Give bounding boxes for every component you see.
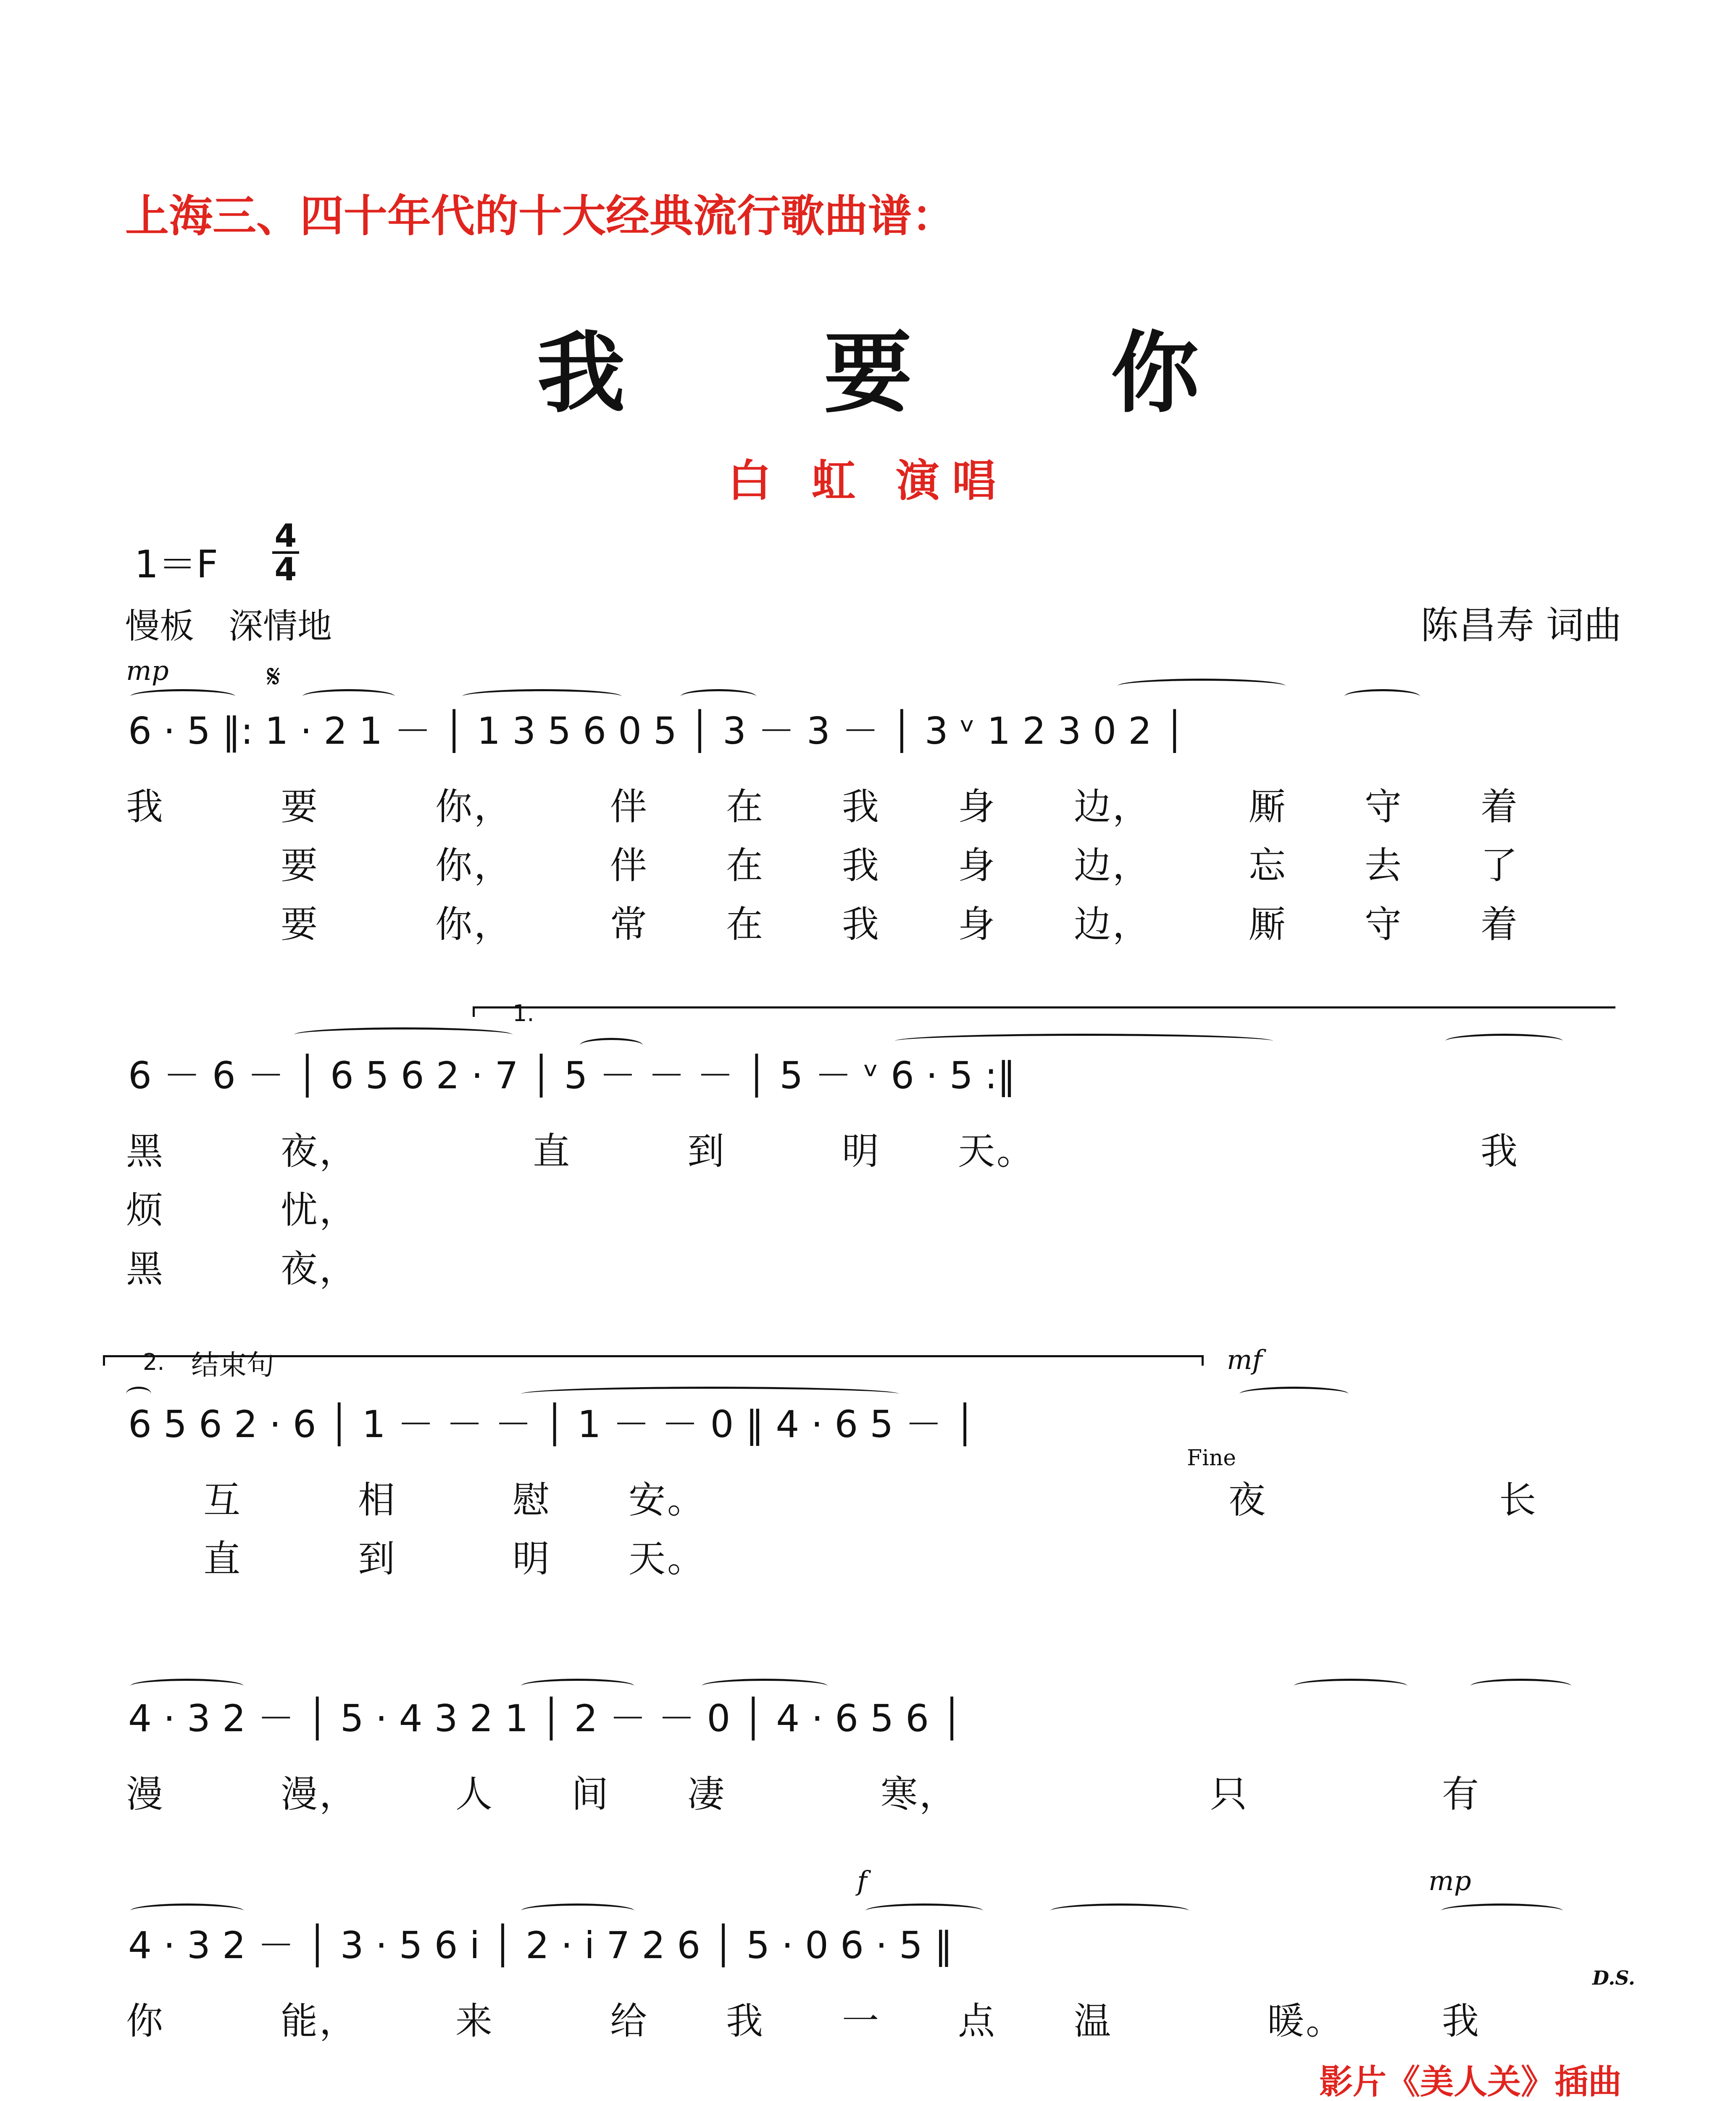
lyric-verse-2-line-3: 直 到 明 天。 xyxy=(126,1537,706,1580)
notation-line-1: 6 · 5 ‖: 1 · 2 1 － │ 1 3 5 6 0 5 │ 3 － 3 － │ 3 ᵛ 1 2 3 0 2 │ xyxy=(128,709,1186,753)
first-ending-bracket xyxy=(473,1006,1615,1017)
lyric-verse-1-line-1: 我 要 你， 伴 在 我 身 边， 厮 守 着 xyxy=(126,785,1520,828)
slur xyxy=(294,1027,513,1042)
slur xyxy=(1344,689,1420,704)
slur xyxy=(1445,1034,1563,1048)
slur xyxy=(1239,1387,1349,1401)
song-title: 我 要 你 xyxy=(537,321,1284,425)
slur xyxy=(1470,1679,1571,1693)
lyric-line-4: 漫 漫， 人 间 凄 寒， 只 有 xyxy=(126,1772,1481,1816)
lyric-verse-1-line-2: 黑 夜， 直 到 明 天。 我 xyxy=(126,1129,1520,1173)
fine-marking: Fine xyxy=(1187,1445,1236,1471)
lyric-verse-1-line-3: 互 相 慰 安。 夜 长 xyxy=(126,1478,1538,1522)
ending-phrase-label: 结束句 xyxy=(191,1349,274,1381)
first-ending-label: 1. xyxy=(513,1000,534,1027)
collection-heading: 上海三、四十年代的十大经典流行歌曲谱： xyxy=(125,190,956,242)
dynamic-mf: mf xyxy=(1227,1345,1263,1376)
lyric-verse-2-line-1: 要 你， 伴 在 我 身 边， 忘 去 了 xyxy=(126,844,1520,887)
notation-line-3: 6 5 6 2 · 6 │ 1 － － － │ 1 － － 0 ‖ 4 · 6 5 － │ xyxy=(128,1403,976,1446)
tempo-marking: 慢板 深情地 xyxy=(125,606,332,646)
time-signature-top: 4 xyxy=(274,517,297,554)
composer-credit: 陈昌寿 词曲 xyxy=(1420,603,1622,648)
key-signature: 1＝F xyxy=(134,542,218,587)
segno-icon: 𝄋 xyxy=(267,658,281,695)
singer-credit: 白 虹 演唱 xyxy=(727,455,1009,506)
time-signature xyxy=(269,517,302,588)
slur xyxy=(1118,679,1286,693)
notation-line-5: 4 · 3 2 － │ 3 · 5 6 i │ 2 · i 7 2 6 │ 5 · 0 6 · 5 ‖ xyxy=(128,1924,953,1967)
slur xyxy=(1294,1679,1407,1693)
time-signature-bottom: 4 xyxy=(274,550,297,588)
slur xyxy=(1441,1904,1563,1918)
notation-line-2: 6 － 6 － │ 6 5 6 2 · 7 │ 5 － － － │ 5 － ᵛ 6 · 5 :‖ xyxy=(128,1054,1016,1097)
film-credit: 影片《美人关》插曲 xyxy=(1319,2062,1622,2101)
notation-line-4: 4 · 3 2 － │ 5 · 4 3 2 1 │ 2 － － 0 │ 4 · 6 5 6 │ xyxy=(128,1697,963,1740)
slur xyxy=(1050,1904,1189,1918)
lyric-line-5: 你 能， 来 给 我 一 点 温 暖。 我 xyxy=(126,1999,1481,2043)
dynamic-f: f xyxy=(857,1866,867,1897)
lyric-verse-2-line-2: 烦 忧， xyxy=(126,1188,358,1232)
second-ending-label: 2. xyxy=(143,1349,165,1375)
dynamic-mp-2: mp xyxy=(1428,1866,1471,1897)
dynamic-mp-1: mp xyxy=(126,656,169,687)
dal-segno-marking: D.S. xyxy=(1592,1967,1635,1989)
lyric-verse-3-line-1: 要 你， 常 在 我 身 边， 厮 守 着 xyxy=(126,903,1520,946)
lyric-verse-3-line-2: 黑 夜， xyxy=(126,1247,358,1290)
